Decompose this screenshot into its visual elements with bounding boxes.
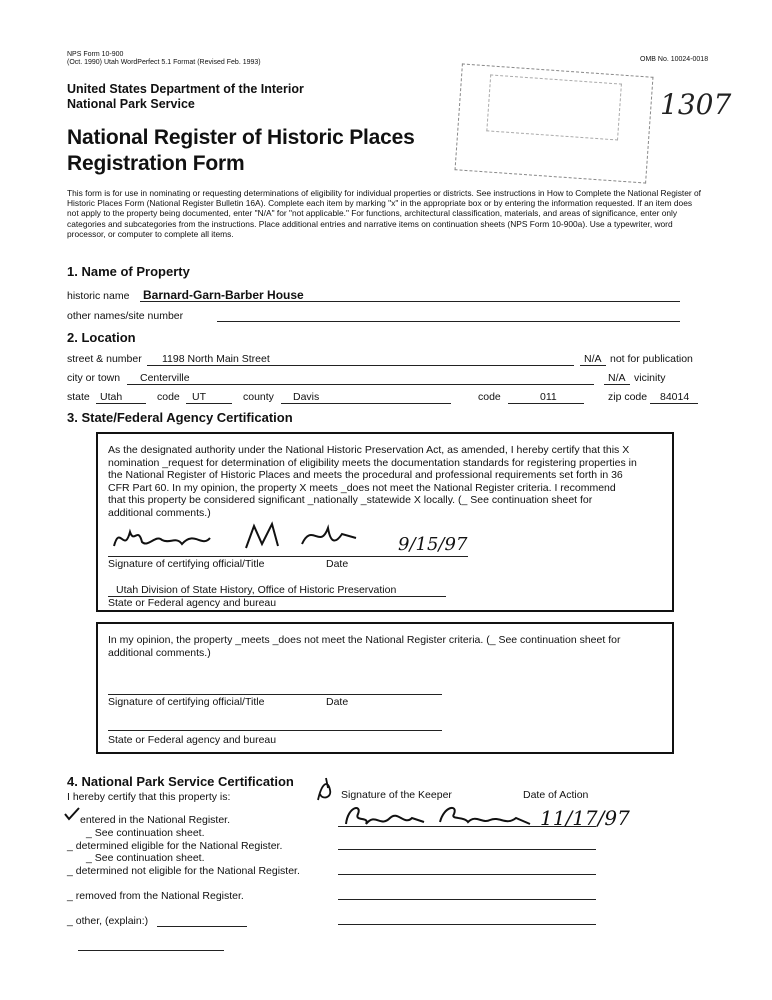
option-text: determined eligible for the National Register.: [75, 840, 283, 852]
zip-field[interactable]: 84014: [660, 391, 690, 403]
page-title: National Register of Historic Places: [67, 126, 415, 149]
other-names-field[interactable]: [217, 321, 680, 322]
opinion-box: [96, 622, 674, 754]
signature-line: [108, 556, 468, 557]
keeper-line-5[interactable]: [338, 924, 596, 925]
agency-label: State or Federal agency and bureau: [108, 597, 277, 609]
signature-date: 9/15/97: [398, 534, 468, 555]
state-code-label: code: [157, 391, 180, 403]
agency-line-2[interactable]: [108, 730, 442, 731]
date-label-2: Date: [326, 696, 349, 708]
vicinity-underline: [604, 384, 630, 385]
zip-label: zip code: [608, 391, 648, 403]
nfp-underline: [580, 365, 606, 366]
section-4-heading: 4. National Park Service Certification: [67, 774, 294, 789]
cert-line: additional comments.): [108, 506, 211, 519]
form-revision: (Oct. 1990) Utah WordPerfect 5.1 Format (Revised Feb. 1993): [67, 59, 261, 66]
option-entered[interactable]: entered in the National Register.: [80, 814, 231, 826]
state-certification-box: [96, 432, 674, 612]
option-text: other, (explain:): [75, 915, 149, 927]
keeper-mark: [312, 776, 342, 806]
agency-field[interactable]: Utah Division of State History, Office of Historic Preservation: [116, 584, 397, 596]
city-field[interactable]: Centerville: [140, 372, 190, 384]
cert-line: the National Register of Historic Places and meets the procedural and professional requirements set forth in 36: [108, 469, 623, 481]
agency-label-2: State or Federal agency and bureau: [108, 734, 277, 746]
section-2-heading: 2. Location: [67, 330, 136, 345]
section-3-heading: 3. State/Federal Agency Certification: [67, 410, 293, 425]
check-mark-icon: [64, 807, 80, 821]
street-field[interactable]: 1198 North Main Street: [162, 353, 270, 365]
cert-line: that this property be considered significant _nationally _statewide X locally. (_ See continuation sheet for: [108, 494, 593, 506]
received-stamp: [455, 63, 654, 183]
option-other[interactable]: _ other, (explain:): [67, 915, 149, 927]
other-names-label: other names/site number: [67, 310, 184, 322]
state-field[interactable]: Utah: [100, 391, 123, 403]
option-not-eligible[interactable]: _ determined not eligible for the National Register.: [67, 865, 300, 877]
opinion-text: [108, 634, 668, 659]
option-entered-continuation[interactable]: _ See continuation sheet.: [86, 827, 205, 839]
vicinity-label: vicinity: [634, 372, 666, 384]
keeper-label: Signature of the Keeper: [341, 789, 452, 801]
street-underline: [147, 365, 574, 366]
date-label: Date: [326, 558, 349, 570]
state-underline: [96, 403, 146, 404]
other-explain-line-2[interactable]: [78, 950, 224, 951]
page-subtitle: Registration Form: [67, 152, 245, 175]
section-1-heading: 1. Name of Property: [67, 264, 190, 279]
keeper-signature: [340, 798, 540, 834]
county-code-label: code: [478, 391, 501, 403]
cert-line: As the designated authority under the National Historic Preservation Act, as amended, I hereby certify that this X: [108, 444, 630, 456]
opinion-line: additional comments.): [108, 646, 211, 659]
city-underline: [127, 384, 594, 385]
vicinity-value[interactable]: N/A: [608, 372, 626, 384]
county-label: county: [243, 391, 274, 403]
action-date: 11/17/97: [540, 806, 630, 830]
keeper-line-2[interactable]: [338, 849, 596, 850]
option-text: determined not eligible for the National Register.: [75, 865, 300, 877]
signature-line-2[interactable]: [108, 694, 442, 695]
option-removed[interactable]: _ removed from the National Register.: [67, 890, 244, 902]
city-label: city or town: [67, 372, 121, 384]
date-of-action-label: Date of Action: [523, 789, 589, 801]
instructions-paragraph: This form is for use in nominating or requesting determinations of eligibility for individual properties or districts. See instructions in How to Complete the National Register of Historic Places Form (National Register Bulletin 16A). Complete each item by marking "x" in the appropriate box or by entering the information requested. If an item does not apply to the property being documented, enter "N/A" for "not applicable." For functions, architectural classification, materials, and areas of significance, enter only categories and subcategories from the instructions. Place additional entries and narrative items on continuation sheets (NPS Form 10-900a). Use a typewriter, word processor, or computer to complete all items.: [67, 188, 702, 239]
omb-number: OMB No. 10024-0018: [640, 56, 709, 63]
county-underline: [281, 403, 451, 404]
historic-name-label: historic name: [67, 290, 130, 302]
keeper-line-4[interactable]: [338, 899, 596, 900]
option-eligible-continuation[interactable]: _ See continuation sheet.: [86, 852, 205, 864]
form-number: NPS Form 10-900: [67, 51, 124, 58]
county-code-field[interactable]: 011: [540, 391, 557, 403]
not-for-publication-label: not for publication: [610, 353, 693, 365]
option-determined-eligible[interactable]: _ determined eligible for the National Register.: [67, 840, 283, 852]
keeper-line-1: [338, 826, 596, 827]
section-4-intro: I hereby certify that this property is:: [67, 791, 231, 803]
cert-line: CFR Part 60. In my opinion, the property X meets _does not meet the National Register criteria. I recommend: [108, 481, 616, 494]
keeper-line-3[interactable]: [338, 874, 596, 875]
county-code-underline: [508, 403, 584, 404]
street-label: street & number: [67, 353, 142, 365]
service-name: National Park Service: [67, 97, 195, 111]
state-label: state: [67, 391, 90, 403]
option-continuation-text: See continuation sheet.: [94, 827, 205, 839]
historic-name-underline: [140, 301, 680, 302]
other-explain-line[interactable]: [157, 926, 247, 927]
historic-name-field[interactable]: Barnard-Garn-Barber House: [143, 288, 304, 302]
signature-label-2: Signature of certifying official/Title: [108, 696, 265, 708]
cert-line: nomination _request for determination of eligibility meets the documentation standards for registering properties in: [108, 456, 637, 469]
department-name: United States Department of the Interior: [67, 82, 304, 96]
state-code-underline: [186, 403, 232, 404]
zip-underline: [650, 403, 698, 404]
handwritten-number: 1307: [660, 88, 732, 121]
signature-label: Signature of certifying official/Title: [108, 558, 265, 570]
not-for-publication-value[interactable]: N/A: [584, 353, 602, 365]
county-field[interactable]: Davis: [293, 391, 320, 403]
option-continuation-text: See continuation sheet.: [94, 852, 205, 864]
state-certification-text: [108, 444, 668, 519]
state-code-field[interactable]: UT: [192, 391, 206, 403]
option-text: removed from the National Register.: [75, 890, 244, 902]
opinion-line: In my opinion, the property _meets _does not meet the National Register criteria. (_ See continuation sheet for: [108, 634, 621, 646]
